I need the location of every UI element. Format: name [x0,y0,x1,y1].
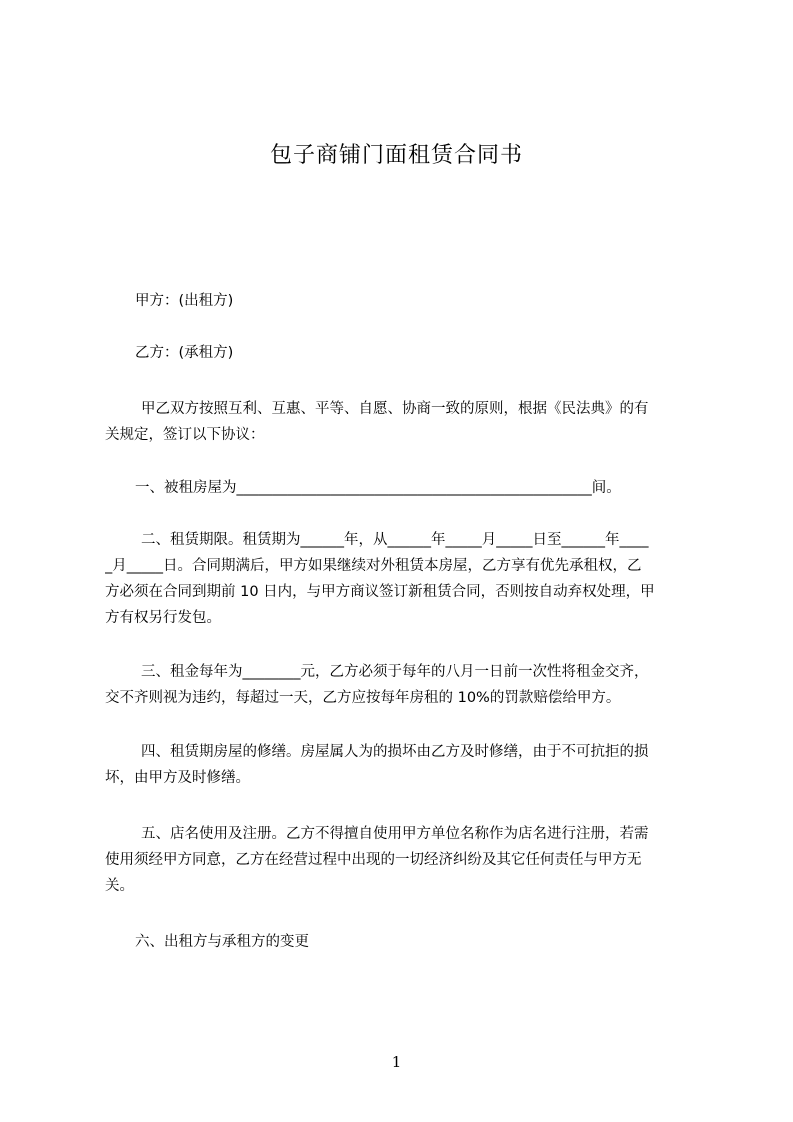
clause-2-line-2: _月_____日。合同期满后，甲方如果继续对外租赁本房屋，乙方享有优先承租权，乙 [105,558,642,574]
intro-line-1: 甲乙双方按照互利、互惠、平等、自愿、协商一致的原则，根据《民法典》的有 [141,401,649,417]
clause-3-line-1: 三、租金每年为________元，乙方必须于每年的八月一日前一次性将租金交齐， [141,664,649,680]
intro-paragraph [105,396,701,448]
document-title: 包子商铺门面租赁合同书 [269,143,523,168]
clause-1: 一、被租房屋为_________________________________________________间。 [135,480,621,496]
clause-5-line-3: 关。 [105,878,134,894]
clause-4-line-2: 坏，由甲方及时修缮。 [105,770,250,786]
clause-2 [105,527,701,631]
clause-5-line-1: 五、店名使用及注册。乙方不得擅自使用甲方单位名称作为店名进行注册，若需 [141,826,649,842]
page-number: 1 [391,1053,402,1071]
clause-2-line-1: 二、租赁期限。租赁期为______年，从______年_____月_____日至______年____ [141,532,649,548]
clause-4-line-1: 四、租赁期房屋的修缮。房屋属人为的损坏由乙方及时修缮，由于不可抗拒的损 [141,744,649,760]
clause-5 [105,821,701,899]
clause-5-line-2: 使用须经甲方同意，乙方在经营过程中出现的一切经济纠纷及其它任何责任与甲方无 [105,852,642,868]
clause-3-line-2: 交不齐则视为违约，每超过一天，乙方应按每年房租的 10%的罚款赔偿给甲方。 [105,690,621,706]
clause-6: 六、出租方与承租方的变更 [135,934,309,950]
clause-2-line-3: 方必须在合同到期前 10 日内，与甲方商议签订新租赁合同，否则按自动弃权处理，甲 [105,584,655,600]
party-b-line: 乙方：(承租方) [135,345,234,361]
party-a-line: 甲方：(出租方) [135,293,234,309]
clause-2-line-4: 方有权另行发包。 [105,610,221,626]
clause-3 [105,659,701,711]
clause-4 [105,739,701,791]
intro-line-2: 关规定，签订以下协议： [105,427,265,443]
